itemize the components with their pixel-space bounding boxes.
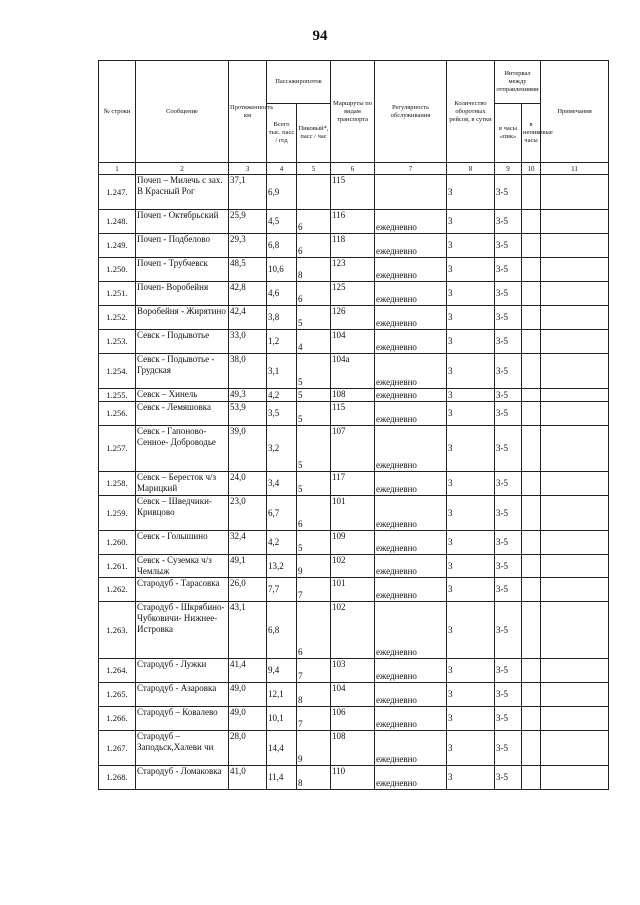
- header-flow-total: Всего тыс. пасс / год: [267, 104, 297, 163]
- table-row: [99, 306, 609, 330]
- route-name: Севск - Гапоново- Сенное- Доброводье: [136, 426, 229, 472]
- row-number: 1.262.: [99, 578, 136, 602]
- route-number: 104: [331, 330, 375, 354]
- route-length: 23,0: [229, 496, 267, 531]
- row-number: 1.261.: [99, 555, 136, 578]
- notes: [541, 707, 609, 731]
- route-number: 108: [331, 731, 375, 766]
- notes: [541, 354, 609, 389]
- regularity: ежедневно: [375, 659, 447, 683]
- route-length: 53,9: [229, 402, 267, 426]
- notes: [541, 496, 609, 531]
- column-number: 9: [495, 163, 522, 175]
- notes: [541, 659, 609, 683]
- flow-peak: 5: [297, 306, 331, 330]
- interval-peak: 3-5: [495, 175, 522, 210]
- regularity: ежедневно: [375, 531, 447, 555]
- column-number: 6: [331, 163, 375, 175]
- route-length: 37,1: [229, 175, 267, 210]
- trip-count: 3: [447, 389, 495, 402]
- header-trips: Количество оборотных рейсов, в сутки: [447, 61, 495, 163]
- interval-offpeak: [522, 659, 541, 683]
- flow-total: 4,6: [267, 282, 297, 306]
- trip-count: 3: [447, 659, 495, 683]
- header-notes: Примечания: [541, 61, 609, 163]
- notes: [541, 683, 609, 707]
- flow-peak: 6: [297, 282, 331, 306]
- flow-peak: [297, 175, 331, 210]
- flow-peak: 9: [297, 731, 331, 766]
- header-route-no: Маршруты по видам транспорта: [331, 61, 375, 163]
- flow-total: 10,6: [267, 258, 297, 282]
- regularity: ежедневно: [375, 578, 447, 602]
- regularity: ежедневно: [375, 496, 447, 531]
- row-number: 1.259.: [99, 496, 136, 531]
- route-number: 104: [331, 683, 375, 707]
- interval-peak: 3-5: [495, 354, 522, 389]
- page-number: 94: [312, 28, 328, 44]
- row-number: 1.247.: [99, 175, 136, 210]
- flow-total: 4,2: [267, 389, 297, 402]
- table-row: [99, 282, 609, 306]
- flow-total: 12,1: [267, 683, 297, 707]
- flow-total: 11,4: [267, 766, 297, 790]
- interval-peak: 3-5: [495, 210, 522, 234]
- interval-peak: 3-5: [495, 578, 522, 602]
- route-number: 107: [331, 426, 375, 472]
- regularity: ежедневно: [375, 389, 447, 402]
- flow-peak: 8: [297, 258, 331, 282]
- route-length: 24,0: [229, 472, 267, 496]
- regularity: ежедневно: [375, 555, 447, 578]
- route-name: Севск - Подывотье: [136, 330, 229, 354]
- regularity: [375, 175, 447, 210]
- flow-total: 4,2: [267, 531, 297, 555]
- flow-total: 3,4: [267, 472, 297, 496]
- route-length: 39,0: [229, 426, 267, 472]
- regularity: ежедневно: [375, 210, 447, 234]
- interval-peak: 3-5: [495, 766, 522, 790]
- route-name: Севск – Бересток ч/з Марицкий: [136, 472, 229, 496]
- column-number: 10: [522, 163, 541, 175]
- interval-peak: 3-5: [495, 496, 522, 531]
- table-row: [99, 766, 609, 790]
- route-number: 116: [331, 210, 375, 234]
- route-length: 42,4: [229, 306, 267, 330]
- flow-total: 3,2: [267, 426, 297, 472]
- row-number: 1.266.: [99, 707, 136, 731]
- row-number: 1.264.: [99, 659, 136, 683]
- column-number: 5: [297, 163, 331, 175]
- table-row: [99, 389, 609, 402]
- flow-total: 6,7: [267, 496, 297, 531]
- route-length: 43,1: [229, 602, 267, 659]
- trip-count: 3: [447, 234, 495, 258]
- trip-count: 3: [447, 354, 495, 389]
- route-length: 41,4: [229, 659, 267, 683]
- flow-peak: 5: [297, 426, 331, 472]
- interval-offpeak: [522, 766, 541, 790]
- column-number: 2: [136, 163, 229, 175]
- table-row: [99, 707, 609, 731]
- interval-offpeak: [522, 389, 541, 402]
- flow-peak: 7: [297, 659, 331, 683]
- trip-count: 3: [447, 707, 495, 731]
- interval-peak: 3-5: [495, 426, 522, 472]
- route-schedule-table: [98, 60, 609, 790]
- route-number: 106: [331, 707, 375, 731]
- flow-peak: 4: [297, 330, 331, 354]
- interval-offpeak: [522, 354, 541, 389]
- table-row: [99, 426, 609, 472]
- row-number: 1.254.: [99, 354, 136, 389]
- notes: [541, 531, 609, 555]
- interval-offpeak: [522, 602, 541, 659]
- trip-count: 3: [447, 578, 495, 602]
- route-number: 118: [331, 234, 375, 258]
- route-name: Почеп – Милечь с зах. В Красный Рог: [136, 175, 229, 210]
- flow-peak: 5: [297, 531, 331, 555]
- notes: [541, 330, 609, 354]
- trip-count: 3: [447, 282, 495, 306]
- row-number: 1.263.: [99, 602, 136, 659]
- route-name: Воробейня - Жирятино: [136, 306, 229, 330]
- route-length: 41,0: [229, 766, 267, 790]
- flow-peak: 8: [297, 683, 331, 707]
- table-row: [99, 578, 609, 602]
- header-flow-peak: Пиковый*, пасс / час: [297, 104, 331, 163]
- flow-total: 1,2: [267, 330, 297, 354]
- header-interval-offpeak: в непиковые часы: [522, 104, 541, 163]
- notes: [541, 426, 609, 472]
- notes: [541, 175, 609, 210]
- route-length: 49,3: [229, 389, 267, 402]
- route-number: 117: [331, 472, 375, 496]
- trip-count: 3: [447, 683, 495, 707]
- table-row: [99, 354, 609, 389]
- route-name: Почеп - Подбелово: [136, 234, 229, 258]
- interval-peak: 3-5: [495, 683, 522, 707]
- flow-total: 9,4: [267, 659, 297, 683]
- regularity: ежедневно: [375, 354, 447, 389]
- flow-peak: 5: [297, 354, 331, 389]
- interval-offpeak: [522, 330, 541, 354]
- route-length: 32,4: [229, 531, 267, 555]
- column-number: 11: [541, 163, 609, 175]
- notes: [541, 602, 609, 659]
- table-row: [99, 531, 609, 555]
- route-number: 104а: [331, 354, 375, 389]
- header-interval-peak: в часы «пик»: [495, 104, 522, 163]
- row-number: 1.255.: [99, 389, 136, 402]
- interval-peak: 3-5: [495, 472, 522, 496]
- trip-count: 3: [447, 555, 495, 578]
- interval-offpeak: [522, 175, 541, 210]
- notes: [541, 402, 609, 426]
- regularity: ежедневно: [375, 306, 447, 330]
- route-name: Севск – Шведчики- Кривцово: [136, 496, 229, 531]
- row-number: 1.248.: [99, 210, 136, 234]
- route-name: Севск - Подывотье - Грудская: [136, 354, 229, 389]
- route-number: 101: [331, 496, 375, 531]
- interval-offpeak: [522, 472, 541, 496]
- notes: [541, 282, 609, 306]
- table-row: [99, 683, 609, 707]
- notes: [541, 258, 609, 282]
- table-row: [99, 602, 609, 659]
- interval-offpeak: [522, 282, 541, 306]
- flow-total: 7,7: [267, 578, 297, 602]
- row-number: 1.267.: [99, 731, 136, 766]
- route-name: Севск – Хинель: [136, 389, 229, 402]
- interval-peak: 3-5: [495, 531, 522, 555]
- notes: [541, 306, 609, 330]
- regularity: ежедневно: [375, 683, 447, 707]
- trip-count: 3: [447, 731, 495, 766]
- route-name: Стародуб - Ломаковка: [136, 766, 229, 790]
- row-number: 1.258.: [99, 472, 136, 496]
- table-row: [99, 234, 609, 258]
- interval-offpeak: [522, 707, 541, 731]
- notes: [541, 210, 609, 234]
- interval-offpeak: [522, 496, 541, 531]
- route-name: Стародуб – Заподьск,Халеви чи: [136, 731, 229, 766]
- flow-total: 3,5: [267, 402, 297, 426]
- regularity: ежедневно: [375, 402, 447, 426]
- route-length: 25,9: [229, 210, 267, 234]
- interval-peak: 3-5: [495, 659, 522, 683]
- notes: [541, 578, 609, 602]
- route-name: Почеп- Воробейня: [136, 282, 229, 306]
- interval-peak: 3-5: [495, 330, 522, 354]
- regularity: ежедневно: [375, 472, 447, 496]
- route-number: 126: [331, 306, 375, 330]
- flow-total: 13,2: [267, 555, 297, 578]
- interval-peak: 3-5: [495, 555, 522, 578]
- column-number: 7: [375, 163, 447, 175]
- route-name: Севск - Лемяшовка: [136, 402, 229, 426]
- route-length: 49,0: [229, 707, 267, 731]
- route-number: 108: [331, 389, 375, 402]
- header-row-no: № строки: [99, 61, 136, 163]
- table-row: [99, 330, 609, 354]
- column-number: 3: [229, 163, 267, 175]
- table-row: [99, 659, 609, 683]
- regularity: ежедневно: [375, 731, 447, 766]
- interval-peak: 3-5: [495, 402, 522, 426]
- route-number: 103: [331, 659, 375, 683]
- flow-total: 10,1: [267, 707, 297, 731]
- route-name: Стародуб - Тарасовка: [136, 578, 229, 602]
- route-length: 42,8: [229, 282, 267, 306]
- trip-count: 3: [447, 330, 495, 354]
- flow-peak: 6: [297, 602, 331, 659]
- flow-total: 3,8: [267, 306, 297, 330]
- regularity: ежедневно: [375, 766, 447, 790]
- interval-peak: 3-5: [495, 389, 522, 402]
- route-name: Севск - Голышино: [136, 531, 229, 555]
- route-number: 125: [331, 282, 375, 306]
- interval-peak: 3-5: [495, 282, 522, 306]
- trip-count: 3: [447, 766, 495, 790]
- interval-peak: 3-5: [495, 707, 522, 731]
- flow-peak: 6: [297, 234, 331, 258]
- column-numbers-row: [99, 163, 609, 175]
- table-row: [99, 210, 609, 234]
- flow-peak: 7: [297, 707, 331, 731]
- header-length: Протяженность км: [229, 61, 267, 163]
- route-name: Стародуб – Ковалево: [136, 707, 229, 731]
- notes: [541, 731, 609, 766]
- header-regularity: Регулярность обслуживания: [375, 61, 447, 163]
- row-number: 1.268.: [99, 766, 136, 790]
- flow-peak: 8: [297, 766, 331, 790]
- route-length: 49,0: [229, 683, 267, 707]
- interval-offpeak: [522, 555, 541, 578]
- route-length: 38,0: [229, 354, 267, 389]
- flow-total: 6,8: [267, 602, 297, 659]
- row-number: 1.250.: [99, 258, 136, 282]
- table-body: [99, 175, 609, 790]
- route-number: 115: [331, 175, 375, 210]
- flow-peak: 6: [297, 496, 331, 531]
- column-number: 8: [447, 163, 495, 175]
- flow-total: 4,5: [267, 210, 297, 234]
- row-number: 1.256.: [99, 402, 136, 426]
- route-number: 123: [331, 258, 375, 282]
- notes: [541, 389, 609, 402]
- table-row: [99, 258, 609, 282]
- trip-count: 3: [447, 531, 495, 555]
- regularity: ежедневно: [375, 282, 447, 306]
- header-interval-group: Интервал между отправлениями: [495, 61, 541, 104]
- trip-count: 3: [447, 602, 495, 659]
- interval-offpeak: [522, 531, 541, 555]
- regularity: ежедневно: [375, 426, 447, 472]
- interval-offpeak: [522, 683, 541, 707]
- column-number: 4: [267, 163, 297, 175]
- route-length: 26,0: [229, 578, 267, 602]
- regularity: ежедневно: [375, 602, 447, 659]
- route-name: Стародуб - Шкрябино- Чубковичи- Нижнее- Истровка: [136, 602, 229, 659]
- route-number: 109: [331, 531, 375, 555]
- row-number: 1.257.: [99, 426, 136, 472]
- flow-total: 14,4: [267, 731, 297, 766]
- trip-count: 3: [447, 306, 495, 330]
- route-length: 49,1: [229, 555, 267, 578]
- notes: [541, 766, 609, 790]
- route-number: 115: [331, 402, 375, 426]
- interval-offpeak: [522, 402, 541, 426]
- route-number: 110: [331, 766, 375, 790]
- regularity: ежедневно: [375, 258, 447, 282]
- flow-peak: 7: [297, 578, 331, 602]
- row-number: 1.260.: [99, 531, 136, 555]
- row-number: 1.253.: [99, 330, 136, 354]
- header-route: Сообщение: [136, 61, 229, 163]
- route-length: 29,3: [229, 234, 267, 258]
- flow-peak: 5: [297, 472, 331, 496]
- interval-peak: 3-5: [495, 306, 522, 330]
- notes: [541, 472, 609, 496]
- trip-count: 3: [447, 175, 495, 210]
- route-name: Стародуб - Лужки: [136, 659, 229, 683]
- notes: [541, 234, 609, 258]
- trip-count: 3: [447, 426, 495, 472]
- interval-offpeak: [522, 578, 541, 602]
- interval-offpeak: [522, 258, 541, 282]
- route-name: Стародуб - Азаровка: [136, 683, 229, 707]
- flow-peak: 5: [297, 389, 331, 402]
- regularity: ежедневно: [375, 330, 447, 354]
- header-flow-group: Пассажиропоток: [267, 61, 331, 104]
- trip-count: 3: [447, 402, 495, 426]
- table-row: [99, 402, 609, 426]
- trip-count: 3: [447, 258, 495, 282]
- regularity: ежедневно: [375, 234, 447, 258]
- row-number: 1.252.: [99, 306, 136, 330]
- trip-count: 3: [447, 472, 495, 496]
- row-number: 1.265.: [99, 683, 136, 707]
- table-row: [99, 472, 609, 496]
- flow-peak: 9: [297, 555, 331, 578]
- route-length: 33,0: [229, 330, 267, 354]
- row-number: 1.251.: [99, 282, 136, 306]
- trip-count: 3: [447, 210, 495, 234]
- route-length: 48,5: [229, 258, 267, 282]
- route-name: Почеп - Октябрьский: [136, 210, 229, 234]
- interval-peak: 3-5: [495, 258, 522, 282]
- column-number: 1: [99, 163, 136, 175]
- flow-peak: 6: [297, 210, 331, 234]
- interval-offpeak: [522, 306, 541, 330]
- interval-peak: 3-5: [495, 234, 522, 258]
- flow-total: 6,8: [267, 234, 297, 258]
- route-number: 102: [331, 555, 375, 578]
- route-number: 101: [331, 578, 375, 602]
- route-name: Почеп - Трубчевск: [136, 258, 229, 282]
- interval-offpeak: [522, 426, 541, 472]
- interval-offpeak: [522, 210, 541, 234]
- table-row: [99, 175, 609, 210]
- table-row: [99, 555, 609, 578]
- route-length: 28,0: [229, 731, 267, 766]
- flow-total: 6,9: [267, 175, 297, 210]
- row-number: 1.249.: [99, 234, 136, 258]
- route-name: Севск - Суземка ч/з Чемлыж: [136, 555, 229, 578]
- regularity: ежедневно: [375, 707, 447, 731]
- flow-total: 3,1: [267, 354, 297, 389]
- interval-offpeak: [522, 731, 541, 766]
- table-row: [99, 731, 609, 766]
- table-row: [99, 496, 609, 531]
- interval-peak: 3-5: [495, 731, 522, 766]
- notes: [541, 555, 609, 578]
- trip-count: 3: [447, 496, 495, 531]
- flow-peak: 5: [297, 402, 331, 426]
- route-number: 102: [331, 602, 375, 659]
- interval-peak: 3-5: [495, 602, 522, 659]
- interval-offpeak: [522, 234, 541, 258]
